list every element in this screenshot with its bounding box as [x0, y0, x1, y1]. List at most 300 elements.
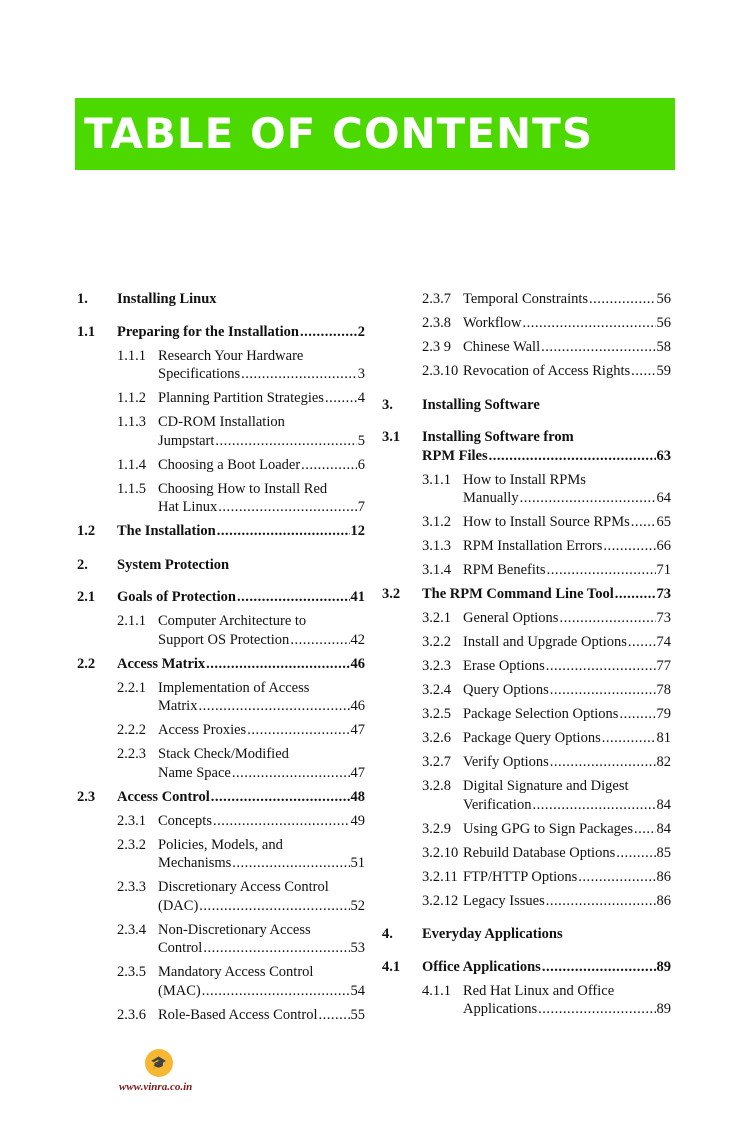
toc-entry-body [158, 921, 365, 958]
dot-leader [199, 897, 349, 916]
dot-leader [546, 657, 656, 676]
toc-title: Jumpstart [158, 432, 215, 449]
toc-title: Stack Check/Modified [158, 746, 289, 762]
toc-section[interactable] [77, 323, 365, 342]
dot-leader [232, 854, 349, 873]
toc-title-line [158, 432, 365, 451]
dot-leader [237, 588, 350, 607]
toc-number: 2.3 9 [422, 339, 451, 355]
toc-page-number: 48 [350, 788, 365, 805]
toc-subsection[interactable] [382, 471, 671, 508]
toc-subsection[interactable] [382, 681, 671, 700]
toc-page-number: 73 [656, 586, 671, 602]
toc-title: Access Matrix [117, 655, 206, 672]
toc-number: 2.3.7 [422, 291, 451, 307]
dot-leader [247, 721, 349, 740]
toc-title-line [117, 290, 365, 309]
toc-number: 2.3.10 [422, 363, 459, 379]
toc-subsection[interactable] [77, 878, 365, 915]
toc-number: 3.2.10 [422, 844, 459, 861]
dot-leader [206, 655, 349, 674]
toc-subsection[interactable] [382, 314, 671, 333]
toc-subsection[interactable] [382, 982, 671, 1019]
toc-subsection[interactable] [382, 729, 671, 748]
toc-title-line [158, 982, 365, 1001]
dot-leader [631, 513, 656, 532]
toc-subsection[interactable] [77, 456, 365, 475]
toc-number: 2.3.2 [117, 836, 146, 853]
toc-page-number: 2 [357, 323, 365, 340]
toc-entry-body [158, 745, 365, 782]
dot-leader [520, 489, 656, 508]
toc-entry-body [158, 480, 365, 517]
toc-subsection[interactable] [382, 892, 671, 911]
toc-page-number: 84 [656, 796, 671, 813]
toc-title-line [158, 498, 365, 517]
toc-title-line [463, 609, 671, 628]
dot-leader [615, 585, 656, 604]
toc-title-line [422, 585, 671, 604]
toc-title-line [158, 612, 365, 631]
toc-title-line [463, 290, 671, 309]
toc-entry-body [158, 812, 365, 831]
toc-title-line [463, 681, 671, 700]
toc-section[interactable] [382, 428, 671, 465]
toc-title: Office Applications [422, 958, 541, 975]
toc-page-number: 81 [656, 730, 671, 746]
toc-page-number: 59 [656, 363, 671, 379]
toc-title: Name Space [158, 764, 231, 781]
toc-title-line [158, 631, 365, 650]
dot-leader [547, 561, 656, 580]
toc-entry-body [463, 820, 671, 839]
toc-title-line [158, 897, 365, 916]
toc-title-line [158, 413, 365, 432]
toc-subsection[interactable] [382, 537, 671, 556]
toc-page-number: 85 [656, 844, 671, 861]
toc-number: 2. [77, 556, 88, 573]
toc-subsection[interactable] [382, 513, 671, 532]
toc-chapter[interactable] [77, 556, 365, 575]
toc-title: Choosing How to Install Red [158, 480, 328, 497]
toc-number: 3.1.4 [422, 562, 451, 578]
toc-column-left [77, 290, 365, 1030]
toc-number: 2.3.4 [117, 921, 146, 938]
toc-page-number: 46 [350, 655, 365, 672]
toc-chapter[interactable] [382, 396, 671, 415]
dot-leader [522, 314, 655, 333]
toc-title-line [117, 522, 365, 541]
toc-title-line [158, 939, 365, 958]
toc-number: 2.1 [77, 589, 96, 605]
dot-leader [619, 705, 655, 724]
dot-leader [631, 362, 655, 381]
title-banner [75, 98, 675, 170]
toc-title: RPM Benefits [463, 562, 546, 578]
toc-page-number: 49 [350, 812, 365, 829]
toc-number: 3.1.1 [422, 471, 451, 488]
toc-title: Control [158, 940, 203, 956]
toc-page-number: 56 [656, 315, 671, 331]
toc-title-line [463, 471, 671, 490]
toc-subsection[interactable] [382, 657, 671, 676]
dot-leader [217, 522, 350, 541]
toc-chapter[interactable] [382, 925, 671, 944]
toc-subsection[interactable] [77, 721, 365, 740]
toc-title-line [158, 812, 365, 831]
toc-entry-body [463, 609, 671, 628]
toc-title: The RPM Command Line Tool [422, 586, 614, 602]
toc-number: 3.1.2 [422, 514, 451, 530]
toc-title-line [158, 745, 365, 764]
dot-leader [198, 697, 349, 716]
toc-subsection[interactable] [382, 777, 671, 814]
toc-page-number: 3 [357, 366, 365, 382]
toc-number: 3.2.8 [422, 778, 451, 794]
toc-number: 1.1.3 [117, 414, 146, 430]
toc-title-line [463, 753, 671, 772]
dot-leader [603, 537, 655, 556]
toc-subsection[interactable] [382, 338, 671, 357]
toc-title: Research Your Hardware [158, 347, 304, 364]
toc-entry-body [463, 868, 671, 887]
toc-section[interactable] [77, 522, 365, 541]
toc-page-number: 7 [357, 499, 365, 515]
toc-entry-body [158, 389, 365, 408]
toc-section[interactable] [77, 655, 365, 674]
toc-title: Non-Discretionary Access [158, 921, 311, 938]
toc-title-line [158, 679, 365, 698]
toc-entry-body [463, 471, 671, 508]
toc-title: Role-Based Access Control [158, 1006, 318, 1023]
toc-page-number: 58 [656, 339, 671, 355]
toc-number: 4. [382, 926, 393, 942]
toc-page-number: 74 [656, 634, 671, 650]
toc-number: 2.2.1 [117, 679, 146, 696]
dot-leader [290, 631, 349, 650]
toc-subsection[interactable] [77, 745, 365, 782]
toc-number: 3.2.4 [422, 682, 451, 698]
toc-number: 2.2.3 [117, 746, 146, 762]
toc-page-number: 64 [656, 490, 671, 506]
toc-title-line [463, 314, 671, 333]
toc-title-line [117, 788, 365, 807]
toc-subsection[interactable] [77, 679, 365, 716]
dot-leader [202, 982, 350, 1001]
toc-subsection[interactable] [382, 362, 671, 381]
toc-title-line [463, 844, 671, 863]
toc-entry-body [463, 338, 671, 357]
toc-number: 2.2.2 [117, 722, 146, 738]
toc-number: 3. [382, 396, 393, 413]
toc-title-line [158, 854, 365, 873]
toc-subsection[interactable] [382, 705, 671, 724]
toc-page-number: 89 [656, 1001, 671, 1017]
toc-subsection[interactable] [382, 868, 671, 887]
toc-entry-body [158, 679, 365, 716]
toc-title-line [463, 796, 671, 815]
toc-title-line [158, 764, 365, 783]
toc-number: 2.3.8 [422, 315, 451, 331]
toc-page-number: 55 [350, 1006, 365, 1023]
toc-title: RPM Files [422, 447, 488, 464]
toc-subsection[interactable] [77, 921, 365, 958]
toc-entry-body [158, 1006, 365, 1025]
toc-title: How to Install Source RPMs [463, 514, 630, 530]
toc-title-line [422, 925, 671, 944]
toc-title-line [158, 347, 365, 366]
toc-page-number: 73 [656, 610, 671, 626]
toc-title: Specifications [158, 366, 241, 382]
toc-title-line [117, 655, 365, 674]
toc-entry-body [158, 721, 365, 740]
dot-leader [213, 812, 350, 831]
toc-title-line [158, 1006, 365, 1025]
toc-number: 3.2.9 [422, 820, 451, 837]
toc-page-number: 86 [656, 868, 671, 885]
toc-page-number: 12 [350, 523, 365, 539]
toc-title: Package Selection Options [463, 706, 619, 722]
toc-title-line [463, 1000, 671, 1019]
dot-leader [578, 868, 655, 887]
toc-entry-body [422, 396, 671, 415]
toc-entry-body [158, 612, 365, 649]
toc-number: 1.1.5 [117, 480, 146, 497]
dot-leader [300, 323, 357, 342]
dot-leader [559, 609, 655, 628]
toc-title-line [422, 428, 671, 447]
toc-page-number: 82 [656, 754, 671, 770]
toc-title: Planning Partition Strategies [158, 390, 324, 406]
toc-title: Rebuild Database Options [463, 844, 616, 861]
toc-subsection[interactable] [382, 561, 671, 580]
toc-entry-body [463, 657, 671, 676]
dot-leader [541, 338, 655, 357]
toc-title: The Installation [117, 523, 216, 539]
toc-title-line [117, 588, 365, 607]
toc-title: Erase Options [463, 658, 545, 674]
toc-title-line [463, 892, 671, 911]
toc-title: FTP/HTTP Options [463, 868, 578, 885]
toc-subsection[interactable] [382, 844, 671, 863]
toc-subsection[interactable] [77, 812, 365, 831]
dot-leader [589, 290, 655, 309]
toc-entry-body [117, 655, 365, 674]
toc-subsection[interactable] [382, 820, 671, 839]
toc-title-line [463, 537, 671, 556]
toc-number: 2.3.3 [117, 879, 146, 895]
toc-number: 1. [77, 291, 88, 307]
toc-subsection[interactable] [77, 480, 365, 517]
toc-number: 3.2.12 [422, 892, 459, 909]
toc-number: 3.2.1 [422, 610, 451, 626]
toc-entry-body [422, 925, 671, 944]
toc-subsection[interactable] [77, 963, 365, 1000]
toc-entry-body [158, 878, 365, 915]
toc-section[interactable] [77, 788, 365, 807]
toc-number: 1.1 [77, 323, 96, 340]
toc-page-number: 54 [350, 982, 365, 999]
toc-title-line [158, 389, 365, 408]
toc-chapter[interactable] [77, 290, 365, 309]
toc-title-line [158, 721, 365, 740]
dot-leader [542, 958, 656, 977]
toc-number: 3.2.3 [422, 658, 451, 674]
toc-page-number: 89 [656, 958, 671, 975]
toc-page-number: 65 [656, 514, 671, 530]
toc-title: (DAC) [158, 897, 199, 914]
dot-leader [628, 633, 656, 652]
toc-title-line [158, 963, 365, 982]
dot-leader [241, 365, 357, 384]
toc-entry-body [463, 513, 671, 532]
toc-page-number: 78 [656, 682, 671, 698]
toc-number: 4.1.1 [422, 982, 451, 999]
toc-title: RPM Installation Errors [463, 538, 603, 554]
toc-number: 3.2.5 [422, 706, 451, 722]
toc-title: System Protection [117, 556, 230, 573]
dot-leader [602, 729, 656, 748]
toc-subsection[interactable] [77, 612, 365, 649]
toc-entry-body [463, 777, 671, 814]
toc-title: General Options [463, 610, 559, 626]
website-link[interactable]: www.vinra.co.in [119, 1081, 193, 1093]
toc-entry-body [463, 290, 671, 309]
dot-leader [318, 1006, 349, 1025]
toc-number: 2.3.5 [117, 964, 146, 980]
toc-title: Legacy Issues [463, 892, 545, 909]
toc-number: 4.1 [382, 958, 401, 975]
toc-title-line [158, 697, 365, 716]
toc-page-number: 47 [350, 764, 365, 781]
toc-subsection[interactable] [77, 389, 365, 408]
toc-title: Discretionary Access Control [158, 879, 329, 895]
dot-leader [218, 498, 357, 517]
toc-title-line [463, 513, 671, 532]
toc-number: 3.2.2 [422, 634, 451, 650]
toc-page-number: 66 [656, 538, 671, 554]
toc-title-line [463, 729, 671, 748]
dot-leader [546, 892, 656, 911]
toc-title-line [422, 447, 671, 466]
toc-title: Chinese Wall [463, 339, 541, 355]
toc-title: Digital Signature and Digest [463, 778, 629, 794]
toc-number: 2.2 [77, 655, 96, 672]
dot-leader [203, 939, 349, 958]
toc-entry-body [117, 290, 365, 309]
toc-title-line [463, 820, 671, 839]
toc-title-line [463, 657, 671, 676]
toc-title-line [463, 868, 671, 887]
toc-subsection[interactable] [382, 633, 671, 652]
dot-leader [616, 844, 655, 863]
toc-subsection[interactable] [382, 609, 671, 628]
toc-title: Mandatory Access Control [158, 964, 314, 980]
toc-title-line [117, 556, 365, 575]
dot-leader [550, 681, 656, 700]
toc-subsection[interactable] [77, 413, 365, 450]
toc-number: 1.2 [77, 523, 96, 539]
toc-entry-body [463, 753, 671, 772]
toc-page-number: 41 [350, 589, 365, 605]
toc-subsection[interactable] [77, 347, 365, 384]
dot-leader [211, 788, 350, 807]
toc-entry-body [158, 836, 365, 873]
dot-leader [325, 389, 357, 408]
toc-section[interactable] [382, 958, 671, 977]
toc-entry-body [463, 729, 671, 748]
toc-title: Workflow [463, 315, 522, 331]
dot-leader [215, 432, 356, 451]
toc-title: Mechanisms [158, 855, 232, 871]
dot-leader [489, 447, 656, 466]
toc-entry-body [463, 705, 671, 724]
toc-page-number: 53 [350, 940, 365, 956]
toc-title-line [463, 982, 671, 1001]
toc-title-line [158, 456, 365, 475]
toc-subsection[interactable] [382, 290, 671, 309]
toc-title: Temporal Constraints [463, 291, 589, 307]
toc-section[interactable] [382, 585, 671, 604]
toc-entry-body [117, 522, 365, 541]
toc-title: Policies, Models, and [158, 836, 283, 853]
toc-title: Query Options [463, 682, 549, 698]
toc-page-number: 46 [350, 698, 365, 714]
toc-title: Revocation of Access Rights [463, 363, 631, 379]
dot-leader [538, 1000, 655, 1019]
toc-page-number: 42 [350, 631, 365, 648]
toc-title-line [422, 958, 671, 977]
toc-title: Using GPG to Sign Packages [463, 820, 633, 837]
toc-title: Package Query Options [463, 730, 601, 746]
toc-title: Installing Software [422, 396, 540, 413]
toc-title: CD-ROM Installation [158, 414, 285, 430]
toc-entry-body [422, 958, 671, 977]
toc-page-number: 56 [656, 291, 671, 307]
toc-entry-body [463, 892, 671, 911]
toc-title: Applications [463, 1001, 538, 1017]
toc-title: Install and Upgrade Options [463, 634, 627, 650]
toc-entry-body [158, 456, 365, 475]
toc-title-line [158, 878, 365, 897]
toc-page-number: 47 [350, 722, 365, 738]
page-title: TABLE OF CONTENTS [84, 109, 594, 158]
toc-entry-body [463, 561, 671, 580]
toc-title-line [158, 921, 365, 940]
dot-leader [301, 456, 357, 475]
toc-number: 2.1.1 [117, 613, 146, 629]
toc-title: Access Control [117, 788, 210, 805]
toc-entry-body [158, 413, 365, 450]
toc-section[interactable] [77, 588, 365, 607]
toc-title-line [158, 365, 365, 384]
toc-title: Verify Options [463, 754, 549, 770]
toc-page-number: 71 [656, 562, 671, 578]
toc-page-number: 4 [357, 390, 365, 406]
toc-subsection[interactable] [382, 753, 671, 772]
toc-title-line [463, 338, 671, 357]
toc-subsection[interactable] [77, 836, 365, 873]
toc-subsection[interactable] [77, 1006, 365, 1025]
toc-title: Hat Linux [158, 499, 218, 515]
toc-title-line [158, 480, 365, 499]
toc-column-right [382, 290, 671, 1024]
toc-title: Installing Software from [422, 429, 574, 445]
toc-number: 1.1.1 [117, 347, 146, 364]
toc-entry-body [463, 314, 671, 333]
toc-number: 1.1.4 [117, 456, 146, 473]
toc-title: Support OS Protection [158, 631, 290, 648]
